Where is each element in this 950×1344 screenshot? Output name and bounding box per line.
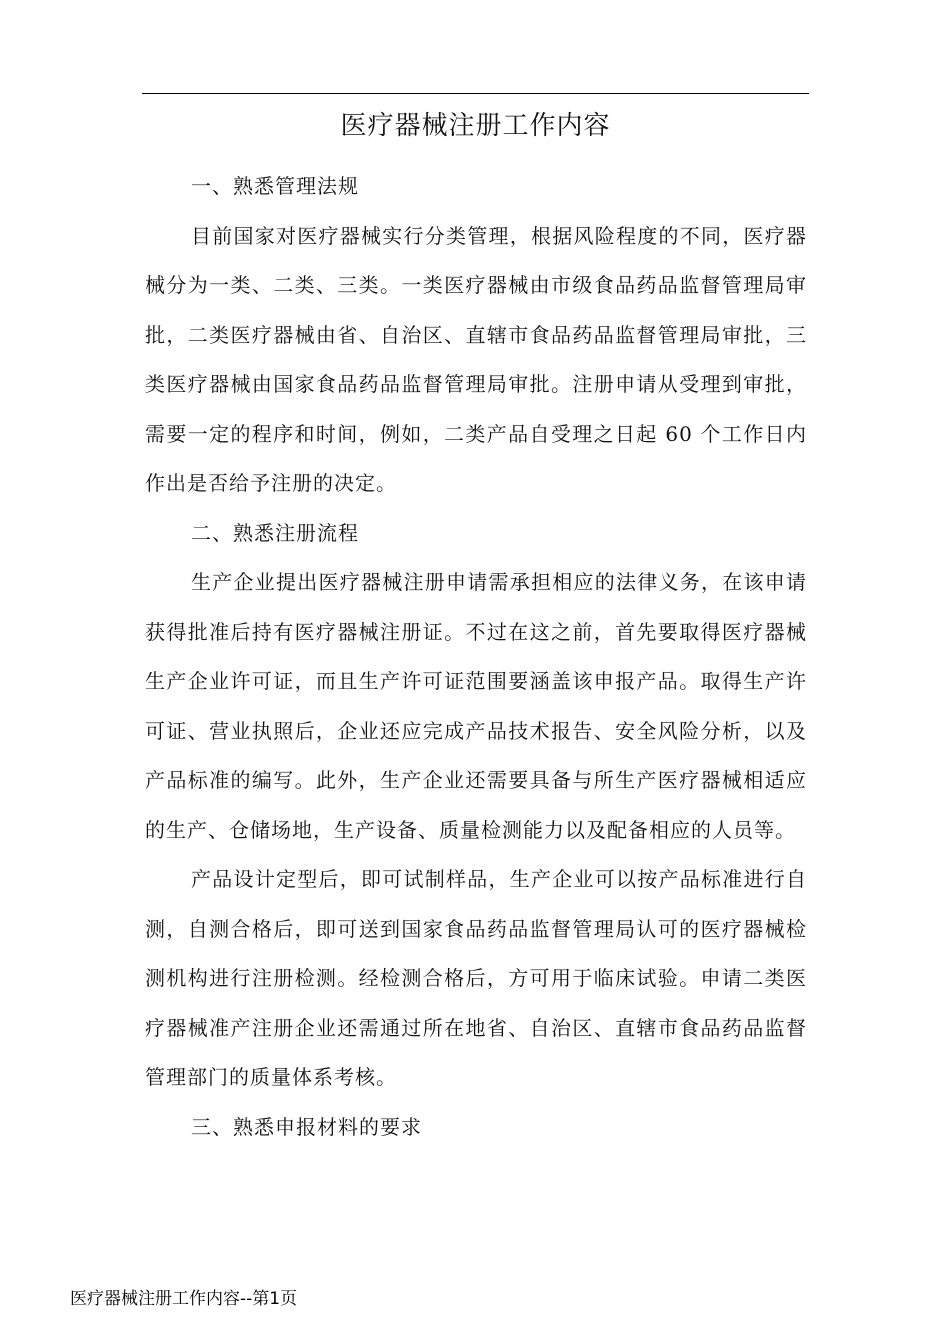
header-rule <box>142 93 809 94</box>
section-heading-2: 二、熟悉注册流程 <box>191 520 359 545</box>
section-2-paragraph-1: 生产企业提出医疗器械注册申请需承担相应的法律义务，在该申请获得批准后持有医疗器械注册证。不过在这之前，首先要取得医疗器械生产企业许可证，而且生产许可证范围要涵盖该申报产品。取得生产许可证、营业执照后，企业还应完成产品技术报告、安全风险分析，以及产品标准的编写。此外，生产企业还需要具备与所生产医疗器械相适应的生产、仓储场地，生产设备、质量检测能力以及配备相应的人员等。 <box>145 570 807 842</box>
section-1-paragraph-1: 目前国家对医疗器械实行分类管理，根据风险程度的不同，医疗器械分为一类、二类、三类。一类医疗器械由市级食品药品监督管理局审批，二类医疗器械由省、自治区、直辖市食品药品监督管理局审批，三类医疗器械由国家食品药品监督管理局审批。注册申请从受理到审批，需要一定的程序和时间，例如，二类产品自受理之日起 60 个工作日内作出是否给予注册的决定。 <box>145 223 807 495</box>
section-2-paragraph-2: 产品设计定型后，即可试制样品，生产企业可以按产品标准进行自测，自测合格后，即可送到国家食品药品监督管理局认可的医疗器械检测机构进行注册检测。经检测合格后，方可用于临床试验。申请二类医疗器械准产注册企业还需通过所在地省、自治区、直辖市食品药品监督管理部门的质量体系考核。 <box>145 867 807 1089</box>
page-footer: 医疗器械注册工作内容--第1页 <box>70 1289 298 1309</box>
section-heading-3: 三、熟悉申报材料的要求 <box>191 1114 422 1139</box>
document-body <box>145 162 807 1152</box>
section-heading-1: 一、熟悉管理法规 <box>191 174 359 198</box>
page-title: 医疗器械注册工作内容 <box>340 111 611 141</box>
